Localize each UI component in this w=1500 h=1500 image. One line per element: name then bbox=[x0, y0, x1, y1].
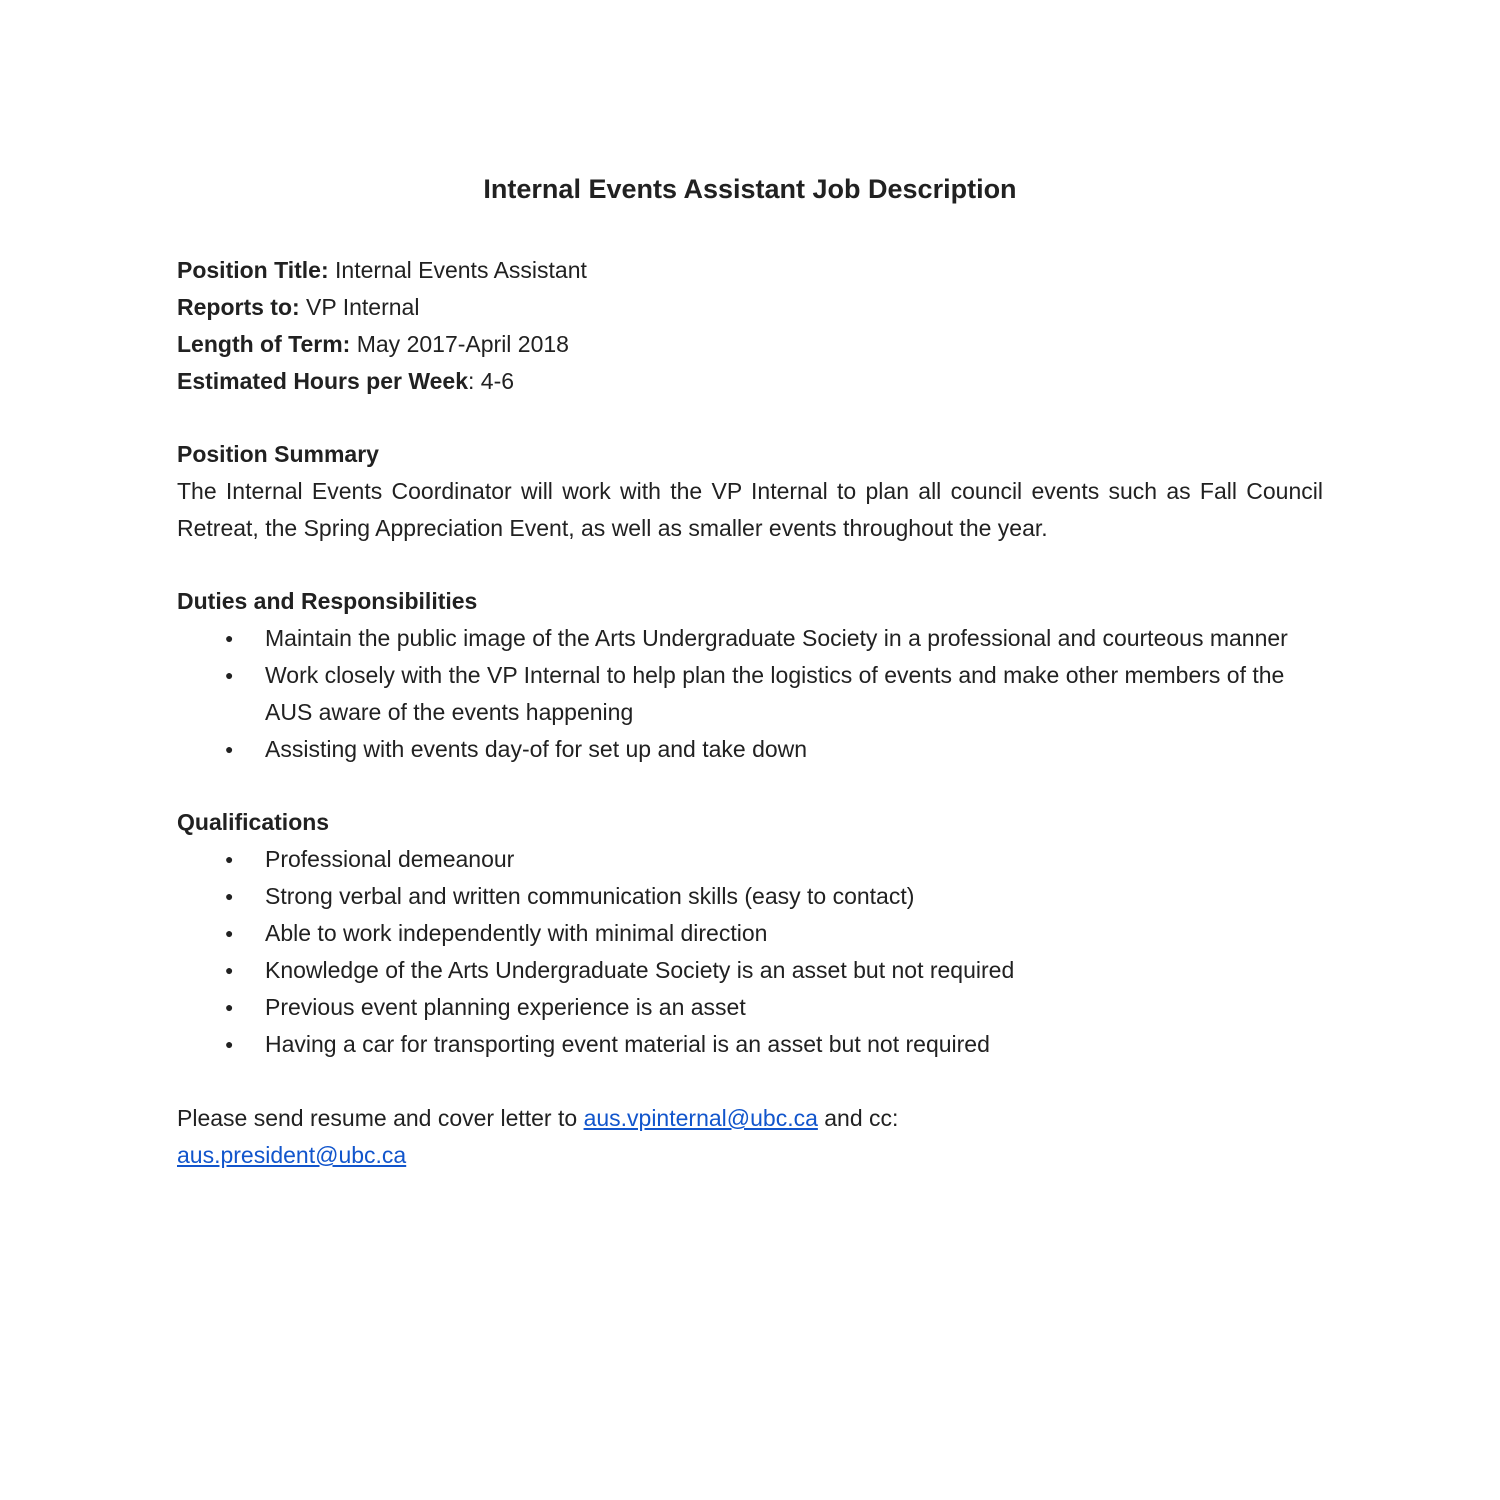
section-heading-duties: Duties and Responsibilities bbox=[177, 588, 478, 614]
meta-value: VP Internal bbox=[299, 294, 420, 320]
meta-line-reports-to bbox=[177, 289, 1323, 326]
list-item-text: Having a car for transporting event material is an asset but not required bbox=[265, 1031, 990, 1057]
meta-label: Reports to: bbox=[177, 294, 300, 320]
list-item bbox=[177, 989, 1323, 1026]
meta-line-estimated-hours bbox=[177, 363, 1323, 400]
meta-label: Estimated Hours per Week bbox=[177, 368, 469, 394]
meta-label: Length of Term: bbox=[177, 331, 351, 357]
bullet-icon: ● bbox=[225, 667, 234, 683]
bullet-icon: ● bbox=[225, 1036, 234, 1052]
list-item bbox=[177, 952, 1323, 989]
list-item-text: Professional demeanour bbox=[265, 846, 515, 872]
page-title: Internal Events Assistant Job Description bbox=[483, 174, 1017, 204]
list-item-text: Able to work independently with minimal direction bbox=[265, 920, 768, 946]
list-item-text: Assisting with events day-of for set up and take down bbox=[265, 736, 808, 762]
list-item-text: Maintain the public image of the Arts Undergraduate Society in a professional and courteous manner bbox=[265, 625, 1288, 651]
list-item bbox=[177, 657, 1323, 731]
contact-paragraph bbox=[177, 1100, 1323, 1174]
section-qualifications bbox=[177, 804, 1323, 1063]
bullet-icon: ● bbox=[225, 925, 234, 941]
list-item-text: Work closely with the VP Internal to help plan the logistics of events and make other members of the AUS aware of the events happening bbox=[265, 662, 1285, 725]
email-link-vpinternal[interactable]: aus.vpinternal@ubc.ca bbox=[583, 1105, 818, 1131]
meta-block bbox=[177, 252, 1323, 400]
list-item bbox=[177, 878, 1323, 915]
contact-middle-text: and cc: bbox=[817, 1105, 899, 1131]
qualifications-list bbox=[177, 841, 1323, 1063]
meta-line-position-title bbox=[177, 252, 1323, 289]
section-heading-position-summary: Position Summary bbox=[177, 441, 379, 467]
bullet-icon: ● bbox=[225, 851, 234, 867]
list-item-text: Knowledge of the Arts Undergraduate Society is an asset but not required bbox=[265, 957, 1015, 983]
list-item bbox=[177, 1026, 1323, 1063]
list-item bbox=[177, 731, 1323, 768]
meta-value: Internal Events Assistant bbox=[328, 257, 587, 283]
meta-value: May 2017-April 2018 bbox=[350, 331, 569, 357]
meta-label: Position Title: bbox=[177, 257, 329, 283]
bullet-icon: ● bbox=[225, 888, 234, 904]
position-summary-paragraph: The Internal Events Coordinator will work with the VP Internal to plan all council events such as Fall Council Retreat, the Spring Appreciation Event, as well as smaller events throughout the year. bbox=[177, 478, 1323, 541]
section-position-summary bbox=[177, 436, 1323, 547]
meta-line-length-of-term bbox=[177, 326, 1323, 363]
bullet-icon: ● bbox=[225, 962, 234, 978]
list-item bbox=[177, 620, 1323, 657]
section-heading-qualifications: Qualifications bbox=[177, 809, 330, 835]
duties-list bbox=[177, 620, 1323, 768]
list-item-text: Strong verbal and written communication skills (easy to contact) bbox=[265, 883, 915, 909]
meta-value: : 4-6 bbox=[468, 368, 515, 394]
list-item-text: Previous event planning experience is an asset bbox=[265, 994, 746, 1020]
bullet-icon: ● bbox=[225, 999, 234, 1015]
bullet-icon: ● bbox=[225, 741, 234, 757]
email-link-president[interactable]: aus.president@ubc.ca bbox=[177, 1142, 407, 1168]
contact-prefix-text: Please send resume and cover letter to bbox=[177, 1105, 584, 1131]
bullet-icon: ● bbox=[225, 630, 234, 646]
list-item bbox=[177, 841, 1323, 878]
list-item bbox=[177, 915, 1323, 952]
section-duties bbox=[177, 583, 1323, 768]
